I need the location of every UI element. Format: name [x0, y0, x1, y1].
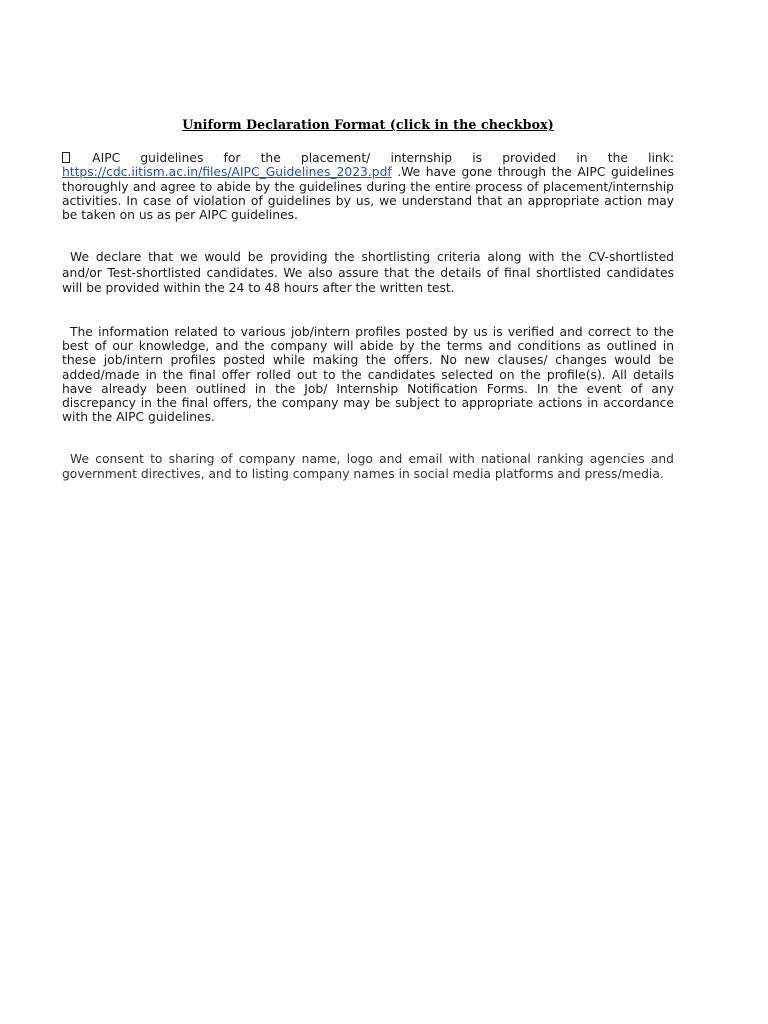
declaration-aipc-guidelines — [62, 151, 674, 222]
declaration-profile-info-text: The information related to various job/intern profiles posted by us is verified and correct to the best of our knowledge, and the company will abide by the terms and conditions as outlined in these job/intern profiles posted while making the offers. No new clauses/ changes would be added/made in the final offer rolled out to the candidates selected on the profile(s). All details have already been outlined in the Job/ Internship Notification Forms. In the event of any discrepancy in the final offers, the company may be subject to appropriate actions in accordance with the AIPC guidelines. — [62, 325, 674, 425]
document-title: Uniform Declaration Format (click in the checkbox) — [182, 117, 554, 132]
declaration-profile-info — [62, 325, 674, 424]
checkbox-aipc-guidelines[interactable] — [62, 152, 70, 163]
declaration-consent-text: We consent to sharing of company name, logo and email with national ranking agencies and government directives, and to listing company names in social media platforms and press/media. — [62, 452, 674, 481]
declaration-shortlisting-text: We declare that we would be providing the shortlisting criteria along with the CV-shortlisted and/or Test-shortlisted candidates. We also assure that the details of final shortlisted candidates will be provided within the 24 to 48 hours after the written test. — [62, 250, 674, 296]
declaration-aipc-text-continued: .We have gone through the AIPC guidelines thoroughly and agree to abide by the guidelines during the entire process of placement/internship activities. In case of violation of guidelines by us, we understand that an appropriate action may be taken on us as per AIPC guidelines. — [62, 165, 674, 223]
aipc-guidelines-link[interactable]: https://cdc.iitism.ac.in/files/AIPC_Guidelines_2023.pdf — [62, 165, 392, 180]
declaration-shortlisting — [62, 250, 674, 297]
declaration-document — [62, 118, 674, 481]
declaration-aipc-text: AIPC guidelines for the placement/ internship is provided in the link: — [92, 151, 674, 166]
declaration-consent — [62, 452, 674, 480]
